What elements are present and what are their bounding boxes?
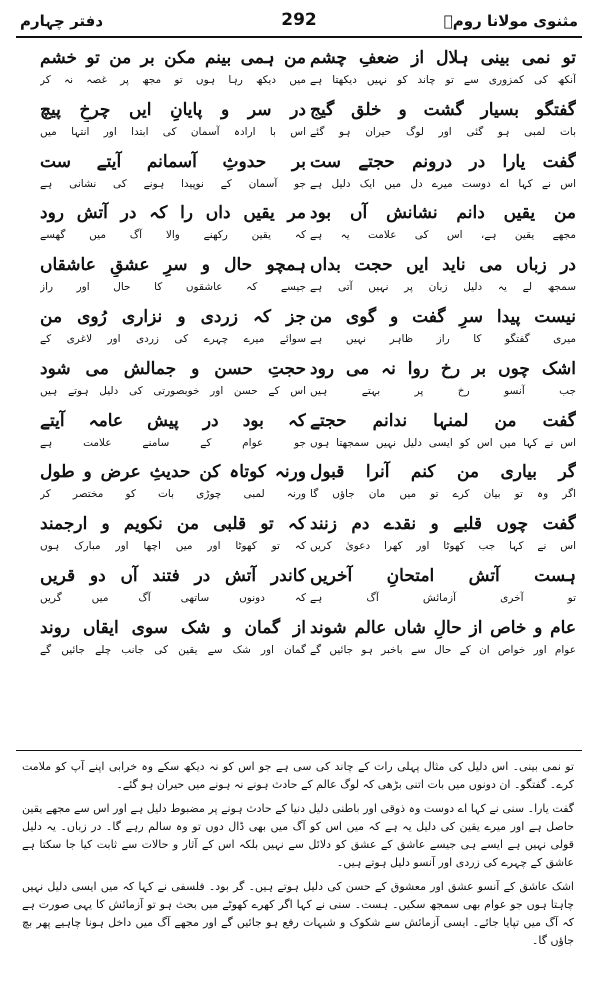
persian-verse: از گمان و شک سوی ایقاں روند <box>40 617 306 638</box>
urdu-translation: اس نے کہا اے دوست میرے دل میں ایک دلیل ہے <box>310 177 576 190</box>
couplet <box>40 201 306 253</box>
urdu-translation: مجھے یقین ہے، اس کی علامت یہ ہے <box>310 229 576 242</box>
urdu-translation: اگر وہ تو بیان کرے تو میں مان جاؤں گا <box>310 488 576 501</box>
couplet <box>310 357 576 409</box>
persian-verse: در زباں می ناید ایں حجت بداں <box>310 255 576 276</box>
urdu-translation: اس با ارادہ آسمان کی ابتدا اور انتہا میں <box>40 125 306 138</box>
urdu-translation: اس نے کہا جب کھوٹا اور کھرا دعویٰ کریں <box>310 540 576 553</box>
footnote-divider <box>16 750 582 751</box>
urdu-translation: عوام اور خواص ان کے حال سے باخبر ہو جائیں گے <box>310 643 576 656</box>
couplet <box>40 512 306 564</box>
couplet <box>40 564 306 616</box>
persian-verse: حجتِ حسن و جمالش می شود <box>40 358 306 379</box>
page-header <box>20 6 578 36</box>
persian-verse: ہمچو حال و سرِ عشقِ عاشقاں <box>40 255 306 276</box>
persian-verse: بر حدوثِ آسمانم آیتے ست <box>40 151 306 172</box>
urdu-translation: ورنہ لمبی چوڑی بات کو مختصر کر <box>40 488 306 501</box>
persian-verse: اشک چوں بر رخ روا نہ می رود <box>310 358 576 379</box>
urdu-translation: جب آنسو رخ پر بہتے ہیں <box>310 384 576 397</box>
urdu-translation: سمجھ لے یہ دلیل زبان پر نہیں آتی ہے <box>310 281 576 294</box>
book-title: مثنوی مولانا رومؒ <box>443 12 578 30</box>
urdu-translation: اس کے حسن اور خوبصورتی کی دلیل ہوتے ہیں <box>40 384 306 397</box>
urdu-translation: میری گفتگو کا راز ظاہر نہیں ہے <box>310 332 576 345</box>
persian-verse: کہ بود در پیش عامہ آیتے <box>40 410 306 431</box>
urdu-translation: کہ یقین رکھنے والا آگ میں گھسے <box>40 229 306 242</box>
couplet <box>40 409 306 461</box>
couplet <box>40 305 306 357</box>
persian-verse: من یقیں دانم نشانش آں بود <box>310 203 576 224</box>
persian-verse: گفت چوں قلبے و نقدے دم زنند <box>310 514 576 535</box>
couplet <box>310 564 576 616</box>
couplet <box>310 201 576 253</box>
couplet <box>310 98 576 150</box>
footnote-paragraph: تو نمی بینی۔ اس دلیل کی مثال پہلی رات کے چاند کی سی ہے جو اس کو نہ دیکھ سکے وہ خرابی اپنے آپ کو ملامت کرے۔ گفتگو۔ ان دونوں میں بات اتنی بڑھی کہ لوگ عالم کے حادث ہونے نہ ہونے میں حیران ہو گئے۔ <box>22 760 574 791</box>
verse-column-left <box>40 46 306 668</box>
urdu-translation: جو عوام کے سامنے علامت ہے <box>40 436 306 449</box>
urdu-translation: میں دیکھ رہا ہوں تو مجھ پر غصہ نہ کر <box>40 74 306 86</box>
page-number: 292 <box>281 10 317 30</box>
persian-verse: مر یقیں داں را کہ در آتش رود <box>40 203 306 224</box>
volume-title: دفتر چہارم <box>20 12 104 30</box>
urdu-translation: تو آخری آزمائش آگ ہے <box>310 591 576 604</box>
urdu-translation: جیسے کہ عاشقوں کا حال اور راز <box>40 281 306 294</box>
persian-verse: من ہمی بینم مکن بر من تو خشم <box>40 48 306 68</box>
urdu-translation: گمان اور شک سے یقین کی جانب چلے جائیں گے <box>40 643 306 656</box>
couplet <box>310 409 576 461</box>
persian-verse: تو نمی بینی ہلال از ضعفِ چشم <box>310 48 576 68</box>
header-divider <box>16 36 582 38</box>
urdu-translation: کہ دونوں ساتھی آگ میں گریں <box>40 591 306 604</box>
persian-verse: در سر و پایانِ ایں چرخِ پیچ <box>40 99 306 120</box>
couplet <box>40 253 306 305</box>
couplet <box>310 150 576 202</box>
urdu-translation: آنکھ کی کمزوری سے تو چاند کو نہیں دیکھتا ہے <box>310 74 576 86</box>
urdu-translation: سوائے میرے چہرے کی زردی اور لاغری کے <box>40 332 306 345</box>
couplet <box>310 460 576 512</box>
persian-verse: گفتگو بسیار گشت و خلق گیج <box>310 99 576 120</box>
persian-verse: ورنہ کوتاہ کن حدیثِ عرض و طول <box>40 462 306 483</box>
persian-verse: گفت من لمنہا ندانم حجتے <box>310 410 576 431</box>
footnote-paragraph: گفت یارا۔ سنی نے کہا اے دوست وہ ذوقی اور باطنی دلیل دنیا کے حادث ہونے پر مضبوط دلیل ہے اور اس سے مجھے یقین حاصل ہے اور میرے یقین کی دلیل یہ ہے کہ میں اس کو آگ میں بھی ڈال دوں تو وہ سالم رہے گا۔ در زباں۔ یہ دلیل قولی نہیں ہے ایسے ہی جیسے عاشق کے عشق کو دلائل سے نہیں بلکہ اس کے آثار و حالات سے ثابت کیا جا سکتا ہے عاشق کے چہرے کی زردی اور آنسو دلیل ہوتے ہیں۔ <box>22 802 574 869</box>
urdu-translation: جو آسمان کے نوپیدا ہونے کی نشانی ہے <box>40 177 306 190</box>
urdu-translation: کہ تو کھوٹا اور میں اچھا اور مبارک ہوں <box>40 540 306 553</box>
couplet <box>40 616 306 668</box>
couplet <box>40 150 306 202</box>
couplet <box>40 98 306 150</box>
persian-verse: ہست آتش امتحانِ آخریں <box>310 565 576 586</box>
couplet <box>310 512 576 564</box>
couplet <box>40 46 306 98</box>
couplet <box>310 46 576 98</box>
footnotes <box>22 758 574 956</box>
couplet <box>40 357 306 409</box>
couplet <box>40 460 306 512</box>
persian-verse: عام و خاص از حالِ شاں عالم شوند <box>310 617 576 638</box>
persian-verse: جز کہ زردی و نزاری رُوی من <box>40 306 306 327</box>
urdu-translation: بات لمبی ہو گئی اور لوگ حیران ہو گئے <box>310 125 576 138</box>
verse-column-right <box>310 46 576 668</box>
couplet <box>310 616 576 668</box>
couplet <box>310 253 576 305</box>
persian-verse: گر بیاری من کنم آنرا قبول <box>310 462 576 483</box>
footnote-paragraph: اشک عاشق کے آنسو عشق اور معشوق کے حسن کی دلیل ہوتے ہیں۔ گر بود۔ فلسفی نے کہا کہ میں ایسی دلیل نہیں چاہتا ہوں جو عوام بھی سمجھ سکیں۔ ہست۔ سنی نے کہا اگر کھرے کھوٹے میں بحث ہو تو آزمائش کا یہی صورت ہے کہ آگ میں تپایا جائے۔ ایسی آزمائش سے شکوک و شبہات رفع ہو جائیں گے اور مجھے آگ میں داخل ہونا چاہیے پھر بچ جاؤں گا۔ <box>22 880 574 947</box>
urdu-translation: اس نے کہا میں اس کو ایسی دلیل نہیں سمجھتا ہوں <box>310 436 576 449</box>
couplet <box>310 305 576 357</box>
persian-verse: کاندر آتش در فتند آں دو قریں <box>40 565 306 586</box>
persian-verse: کہ تو قلبی من نکویم و ارجمند <box>40 514 306 535</box>
persian-verse: گفت یارا در درونم حجتے ست <box>310 151 576 172</box>
persian-verse: نیست پیدا سرِ گفت و گوی من <box>310 306 576 327</box>
